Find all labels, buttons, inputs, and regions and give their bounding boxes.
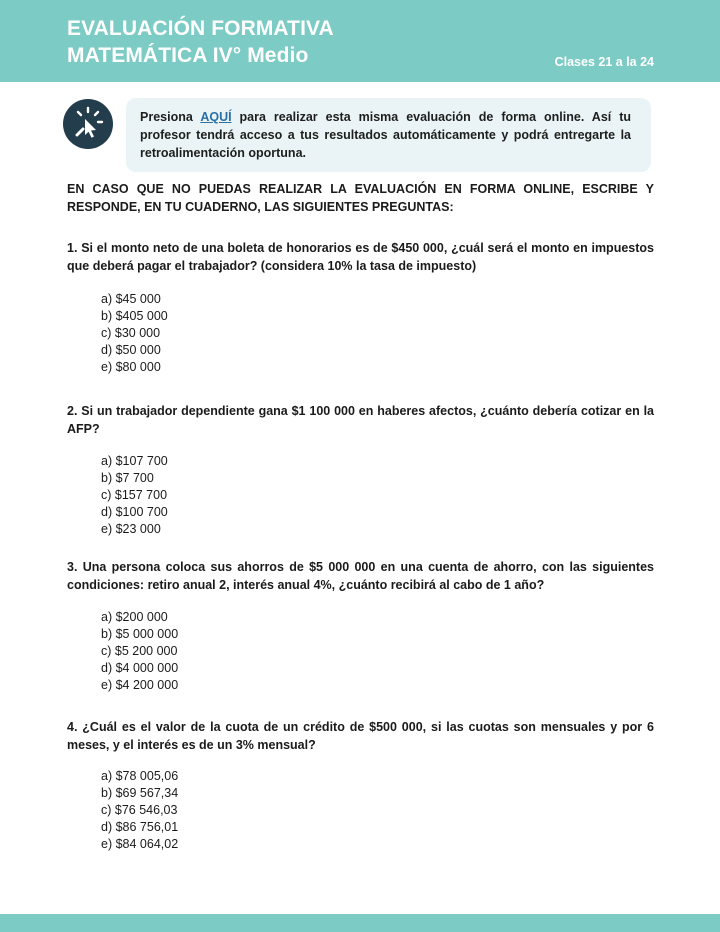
question-2: 2. Si un trabajador dependiente gana $1 100 000 en haberes afectos, ¿cuánto debería cotizar en la AFP?	[67, 404, 654, 436]
options-question-2	[101, 453, 168, 538]
question-4: 4. ¿Cuál es el valor de la cuota de un crédito de $500 000, si las cuotas son mensuales y por 6 meses, y el interés es de un 3% mensual?	[67, 720, 654, 752]
option-4e: e) $84 064,02	[101, 837, 179, 851]
aqui-link[interactable]: AQUÍ	[200, 110, 232, 124]
option-1a: a) $45 000	[101, 292, 161, 306]
footer-bar	[0, 914, 720, 932]
option-2a: a) $107 700	[101, 454, 168, 468]
option-3a: a) $200 000	[101, 610, 168, 624]
options-question-3	[101, 609, 178, 694]
header-banner	[0, 0, 720, 82]
option-2b: b) $7 700	[101, 471, 154, 485]
question-1: 1. Si el monto neto de una boleta de honorarios es de $450 000, ¿cuál será el monto en impuestos que deberá pagar el trabajador? (considera 10% la tasa de impuesto)	[67, 241, 654, 273]
option-1e: e) $80 000	[101, 360, 161, 374]
option-3b: b) $5 000 000	[101, 627, 179, 641]
notice-text-after: para realizar esta misma evaluación de forma online. Así tu profesor tendrá acceso a tus resultados automáticamente y podrá entregarte la retroalimentación oportuna.	[140, 110, 632, 160]
option-4d: d) $86 756,01	[101, 820, 179, 834]
instruction-text: EN CASO QUE NO PUEDAS REALIZAR LA EVALUACIÓN EN FORMA ONLINE, ESCRIBE Y RESPONDE, EN TU CUADERNO, LAS SIGUIENTES PREGUNTAS:	[67, 182, 654, 214]
option-2e: e) $23 000	[101, 522, 161, 536]
option-4a: a) $78 005,06	[101, 769, 179, 783]
option-4b: b) $69 567,34	[101, 786, 179, 800]
title-line-2: MATEMÁTICA IV° Medio	[67, 44, 309, 67]
option-1d: d) $50 000	[101, 343, 161, 357]
click-icon[interactable]	[63, 99, 113, 149]
option-3c: c) $5 200 000	[101, 644, 178, 658]
question-3: 3. Una persona coloca sus ahorros de $5 000 000 en una cuenta de ahorro, con las siguientes condiciones: retiro anual 2, interés anual 4%, ¿cuánto recibirá al cabo de 1 año?	[67, 560, 654, 592]
options-question-4	[101, 768, 178, 853]
option-2d: d) $100 700	[101, 505, 168, 519]
option-4c: c) $76 546,03	[101, 803, 178, 817]
option-3e: e) $4 200 000	[101, 678, 179, 692]
notice-text-before: Presiona	[140, 110, 201, 124]
option-1b: b) $405 000	[101, 309, 168, 323]
option-3d: d) $4 000 000	[101, 661, 179, 675]
options-question-1	[101, 291, 168, 376]
online-notice	[126, 98, 651, 172]
option-1c: c) $30 000	[101, 326, 161, 340]
page-title	[67, 15, 334, 69]
clases-label: Clases 21 a la 24	[554, 55, 654, 69]
option-2c: c) $157 700	[101, 488, 168, 502]
title-line-1: EVALUACIÓN FORMATIVA	[67, 17, 334, 40]
